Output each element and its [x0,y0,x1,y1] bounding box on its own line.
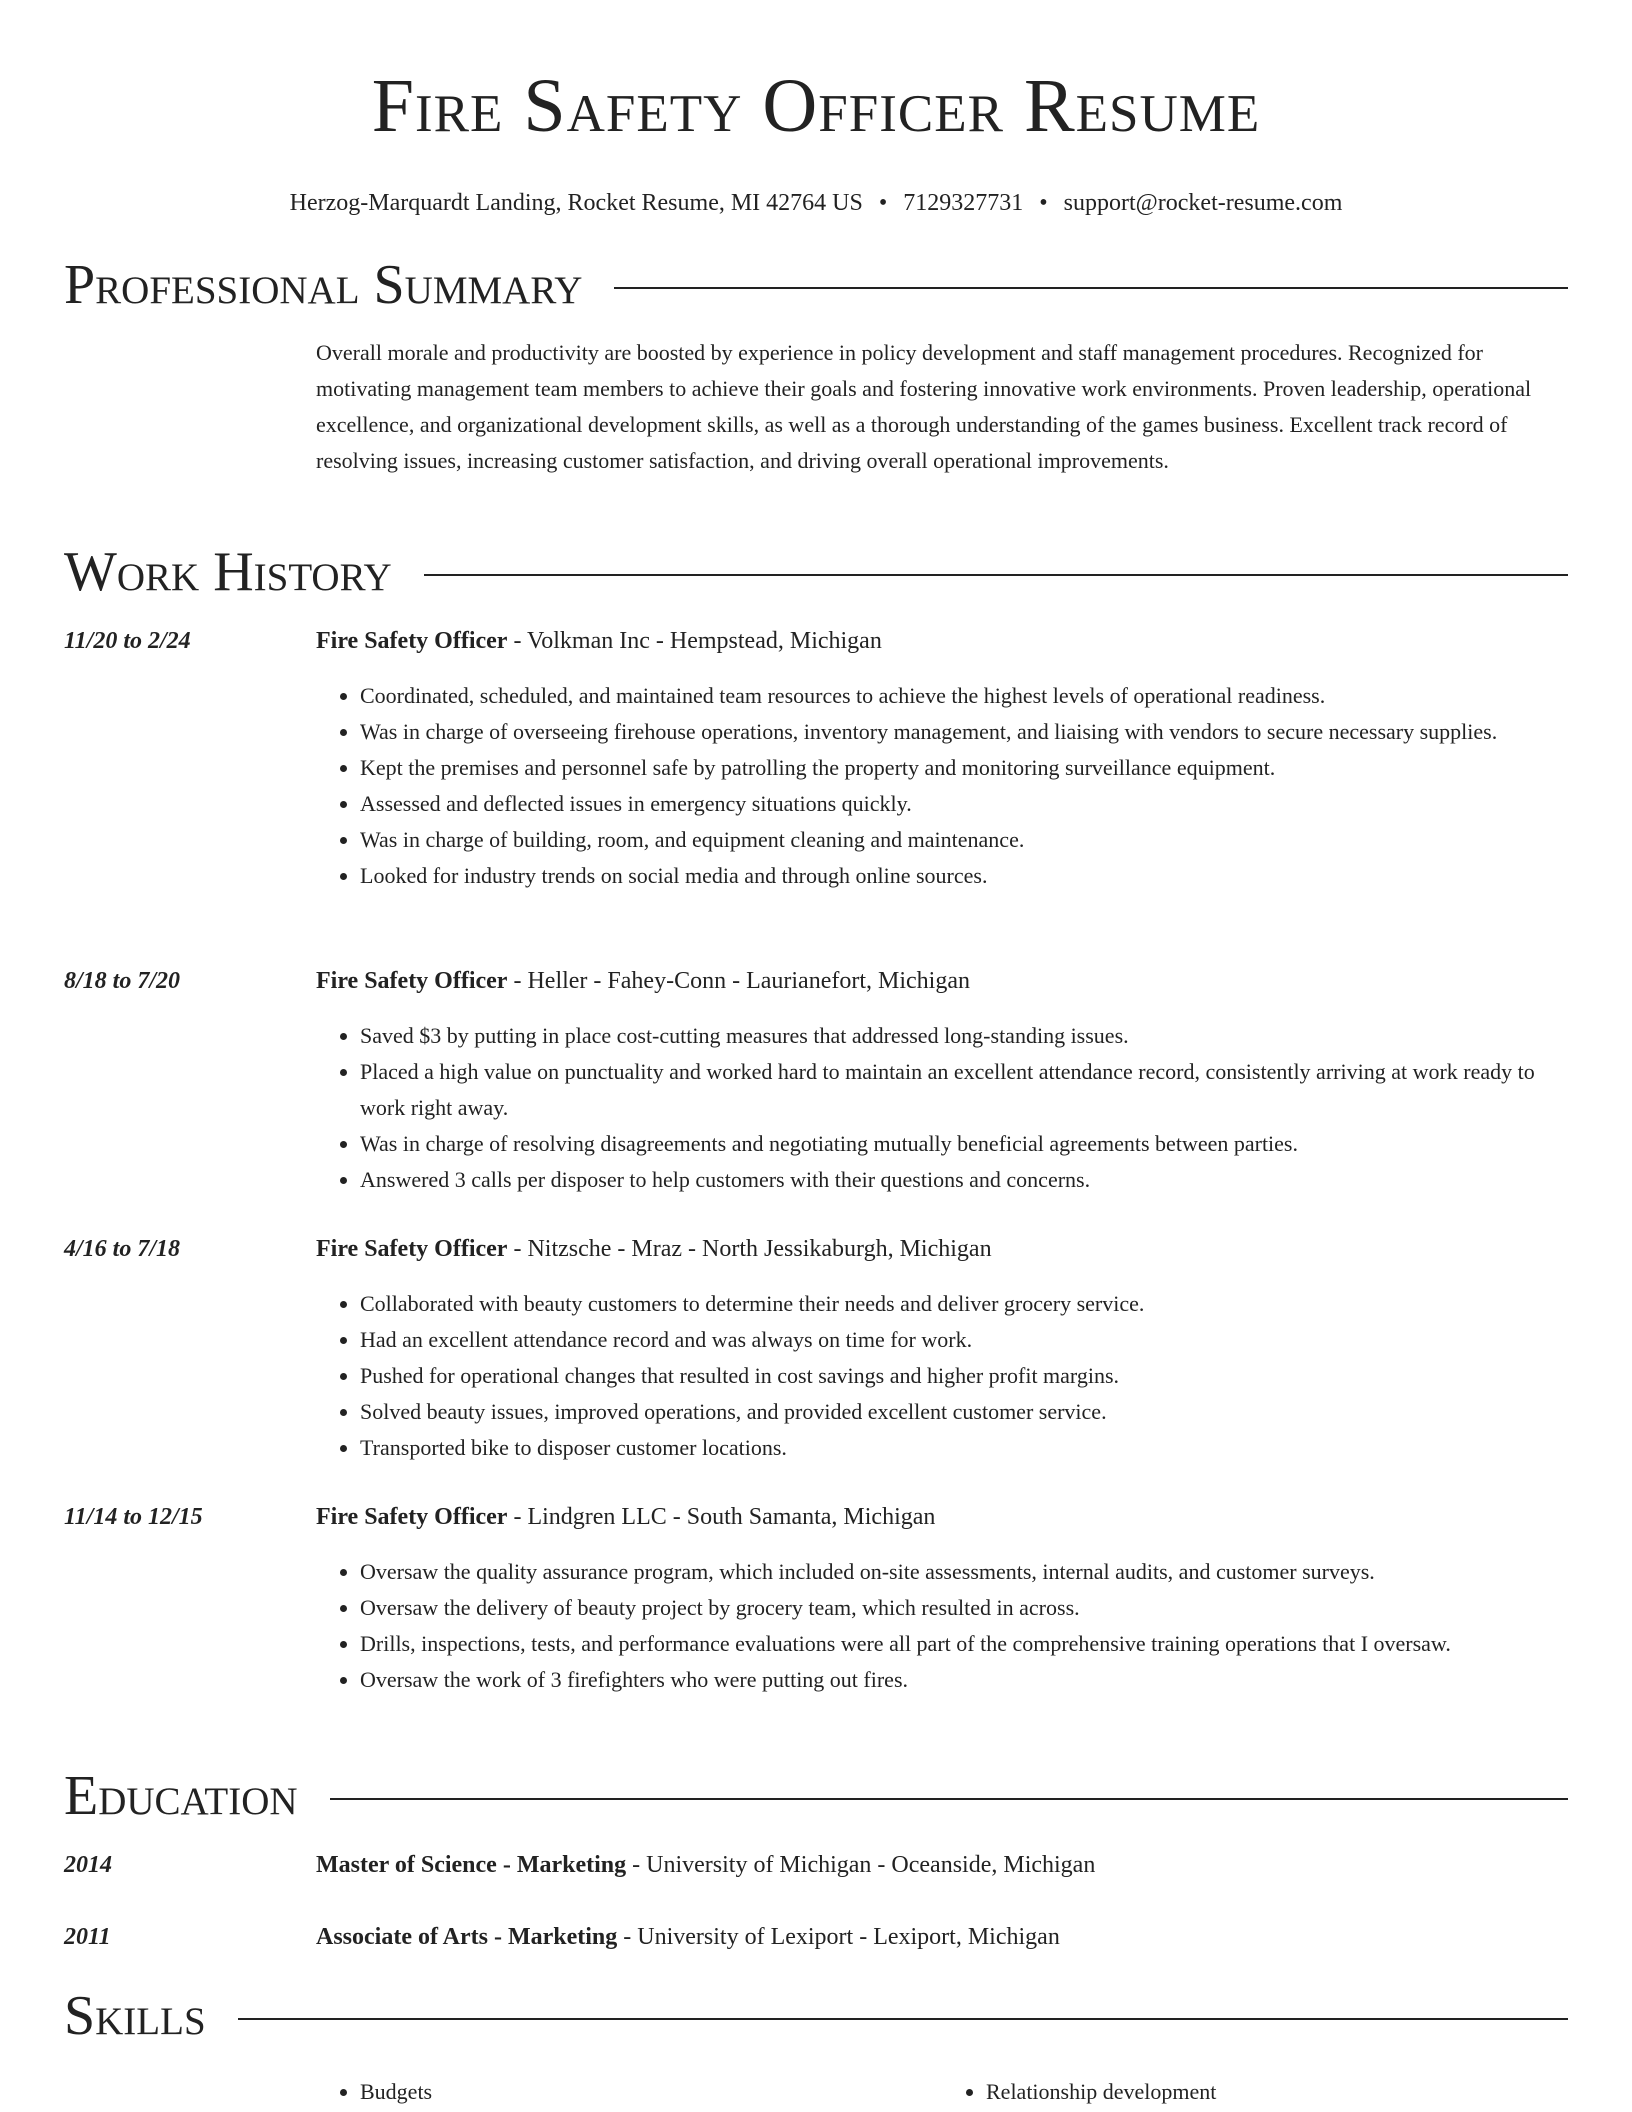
job-dates: 11/20 to 2/24 [64,628,191,654]
section-education [64,1764,1568,1828]
section-divider [238,2018,1568,2020]
job-details: - Nitzsche - Mraz - North Jessikaburgh, Michigan [507,1236,992,1262]
section-work-history [64,540,1568,604]
section-divider [424,574,1568,576]
section-title: Skills [64,1985,206,2047]
contact-line [0,188,1632,218]
section-title: Education [64,1765,298,1827]
job-bullet: • Oversaw the delivery of beauty project by grocery team, which resulted in across. [360,1590,1568,1626]
job-bullet: • Solved beauty issues, improved operations, and provided excellent customer service. [360,1394,1568,1430]
job-headline [316,964,970,998]
phone: 7129327731 [903,190,1024,216]
job-dates: 11/14 to 12/15 [64,1504,203,1530]
job-bullet: • Collaborated with beauty customers to determine their needs and deliver grocery service. [360,1286,1568,1322]
job-dates: 8/18 to 7/20 [64,968,181,994]
section-header [64,253,1568,317]
job-bullets [316,1554,1568,1698]
job-bullet: • Was in charge of building, room, and equipment cleaning and maintenance. [360,822,1568,858]
job-bullet: • Assessed and deflected issues in emergency situations quickly. [360,786,1568,822]
skill-item: • Relationship development [986,2074,1568,2110]
job-bullet: • Saved $3 by putting in place cost-cutting measures that addressed long-standing issues. [360,1018,1568,1054]
job-bullet: • Answered 3 calls per disposer to help customers with their questions and concerns. [360,1162,1568,1198]
resume-title: Fire Safety Officer Resume [371,64,1261,148]
job-bullet: • Was in charge of overseeing firehouse operations, inventory management, and liaising with vendors to secure necessary supplies. [360,714,1568,750]
job-role: Fire Safety Officer [316,1236,508,1262]
section-header [64,1984,1568,2048]
job-role: Fire Safety Officer [316,968,508,994]
job-headline [316,1500,935,1534]
email[interactable]: support@rocket-resume.com [1063,190,1343,216]
job-bullets [316,1018,1568,1198]
job-bullet: • Oversaw the work of 3 firefighters who were putting out fires. [360,1662,1568,1698]
education-headline [316,1848,1095,1882]
job-details: - Lindgren LLC - South Samanta, Michigan [507,1504,936,1530]
job-bullet: • Was in charge of resolving disagreements and negotiating mutually beneficial agreements between parties. [360,1126,1568,1162]
job-dates: 4/16 to 7/18 [64,1236,181,1262]
job-bullet: • Looked for industry trends on social media and through online sources. [360,858,1568,894]
job-bullets [316,1286,1568,1466]
section-title: Work History [64,541,392,603]
address: Herzog-Marquardt Landing, Rocket Resume, MI 42764 US [289,190,863,216]
separator-dot: • [1039,190,1048,216]
job-headline [316,624,882,658]
job-bullet: • Pushed for operational changes that resulted in cost savings and higher profit margins. [360,1358,1568,1394]
section-title: Professional Summary [64,254,583,316]
degree: Associate of Arts - Marketing [316,1924,618,1950]
section-professional-summary [64,253,1568,317]
skills-column-left [316,2074,942,2110]
section-header [64,1764,1568,1828]
section-divider [330,1798,1568,1800]
education-year: 2011 [64,1924,111,1950]
skills-column-right [942,2074,1568,2110]
job-bullet: • Coordinated, scheduled, and maintained team resources to achieve the highest levels of operational readiness. [360,678,1568,714]
job-details: - Volkman Inc - Hempstead, Michigan [507,628,882,654]
job-bullet: • Transported bike to disposer customer locations. [360,1430,1568,1466]
job-details: - Heller - Fahey-Conn - Laurianefort, Michigan [507,968,970,994]
education-year: 2014 [64,1852,112,1878]
education-details: - University of Michigan - Oceanside, Michigan [626,1852,1096,1878]
job-bullet: • Kept the premises and personnel safe by patrolling the property and monitoring surveillance equipment. [360,750,1568,786]
job-headline [316,1232,992,1266]
degree: Master of Science - Marketing [316,1852,627,1878]
job-bullet: • Placed a high value on punctuality and worked hard to maintain an excellent attendance record, consistently arriving at work ready to work right away. [360,1054,1568,1126]
section-skills [64,1984,1568,2048]
education-headline [316,1920,1060,1954]
education-details: - University of Lexiport - Lexiport, Michigan [617,1924,1060,1950]
job-role: Fire Safety Officer [316,628,508,654]
job-bullets [316,678,1568,894]
job-bullet: • Drills, inspections, tests, and performance evaluations were all part of the comprehensive training operations that I oversaw. [360,1626,1568,1662]
separator-dot: • [878,190,888,216]
job-role: Fire Safety Officer [316,1504,508,1530]
skills-list [316,2074,1568,2110]
skill-item: • Budgets [360,2074,942,2110]
section-header [64,540,1568,604]
section-divider [614,287,1568,289]
job-bullet: • Oversaw the quality assurance program, which included on-site assessments, internal audits, and customer surveys. [360,1554,1568,1590]
summary-text: Overall morale and productivity are boosted by experience in policy development and staff management procedures. Recognized for motivating management team members to achieve their goals and fostering innovative work environments. Proven leadership, operational excellence, and organizational development skills, as well as a thorough understanding of the games business. Excellent track record of resolving issues, increasing customer satisfaction, and driving overall operational improvements. [316,340,1532,473]
job-bullet: • Had an excellent attendance record and was always on time for work. [360,1322,1568,1358]
